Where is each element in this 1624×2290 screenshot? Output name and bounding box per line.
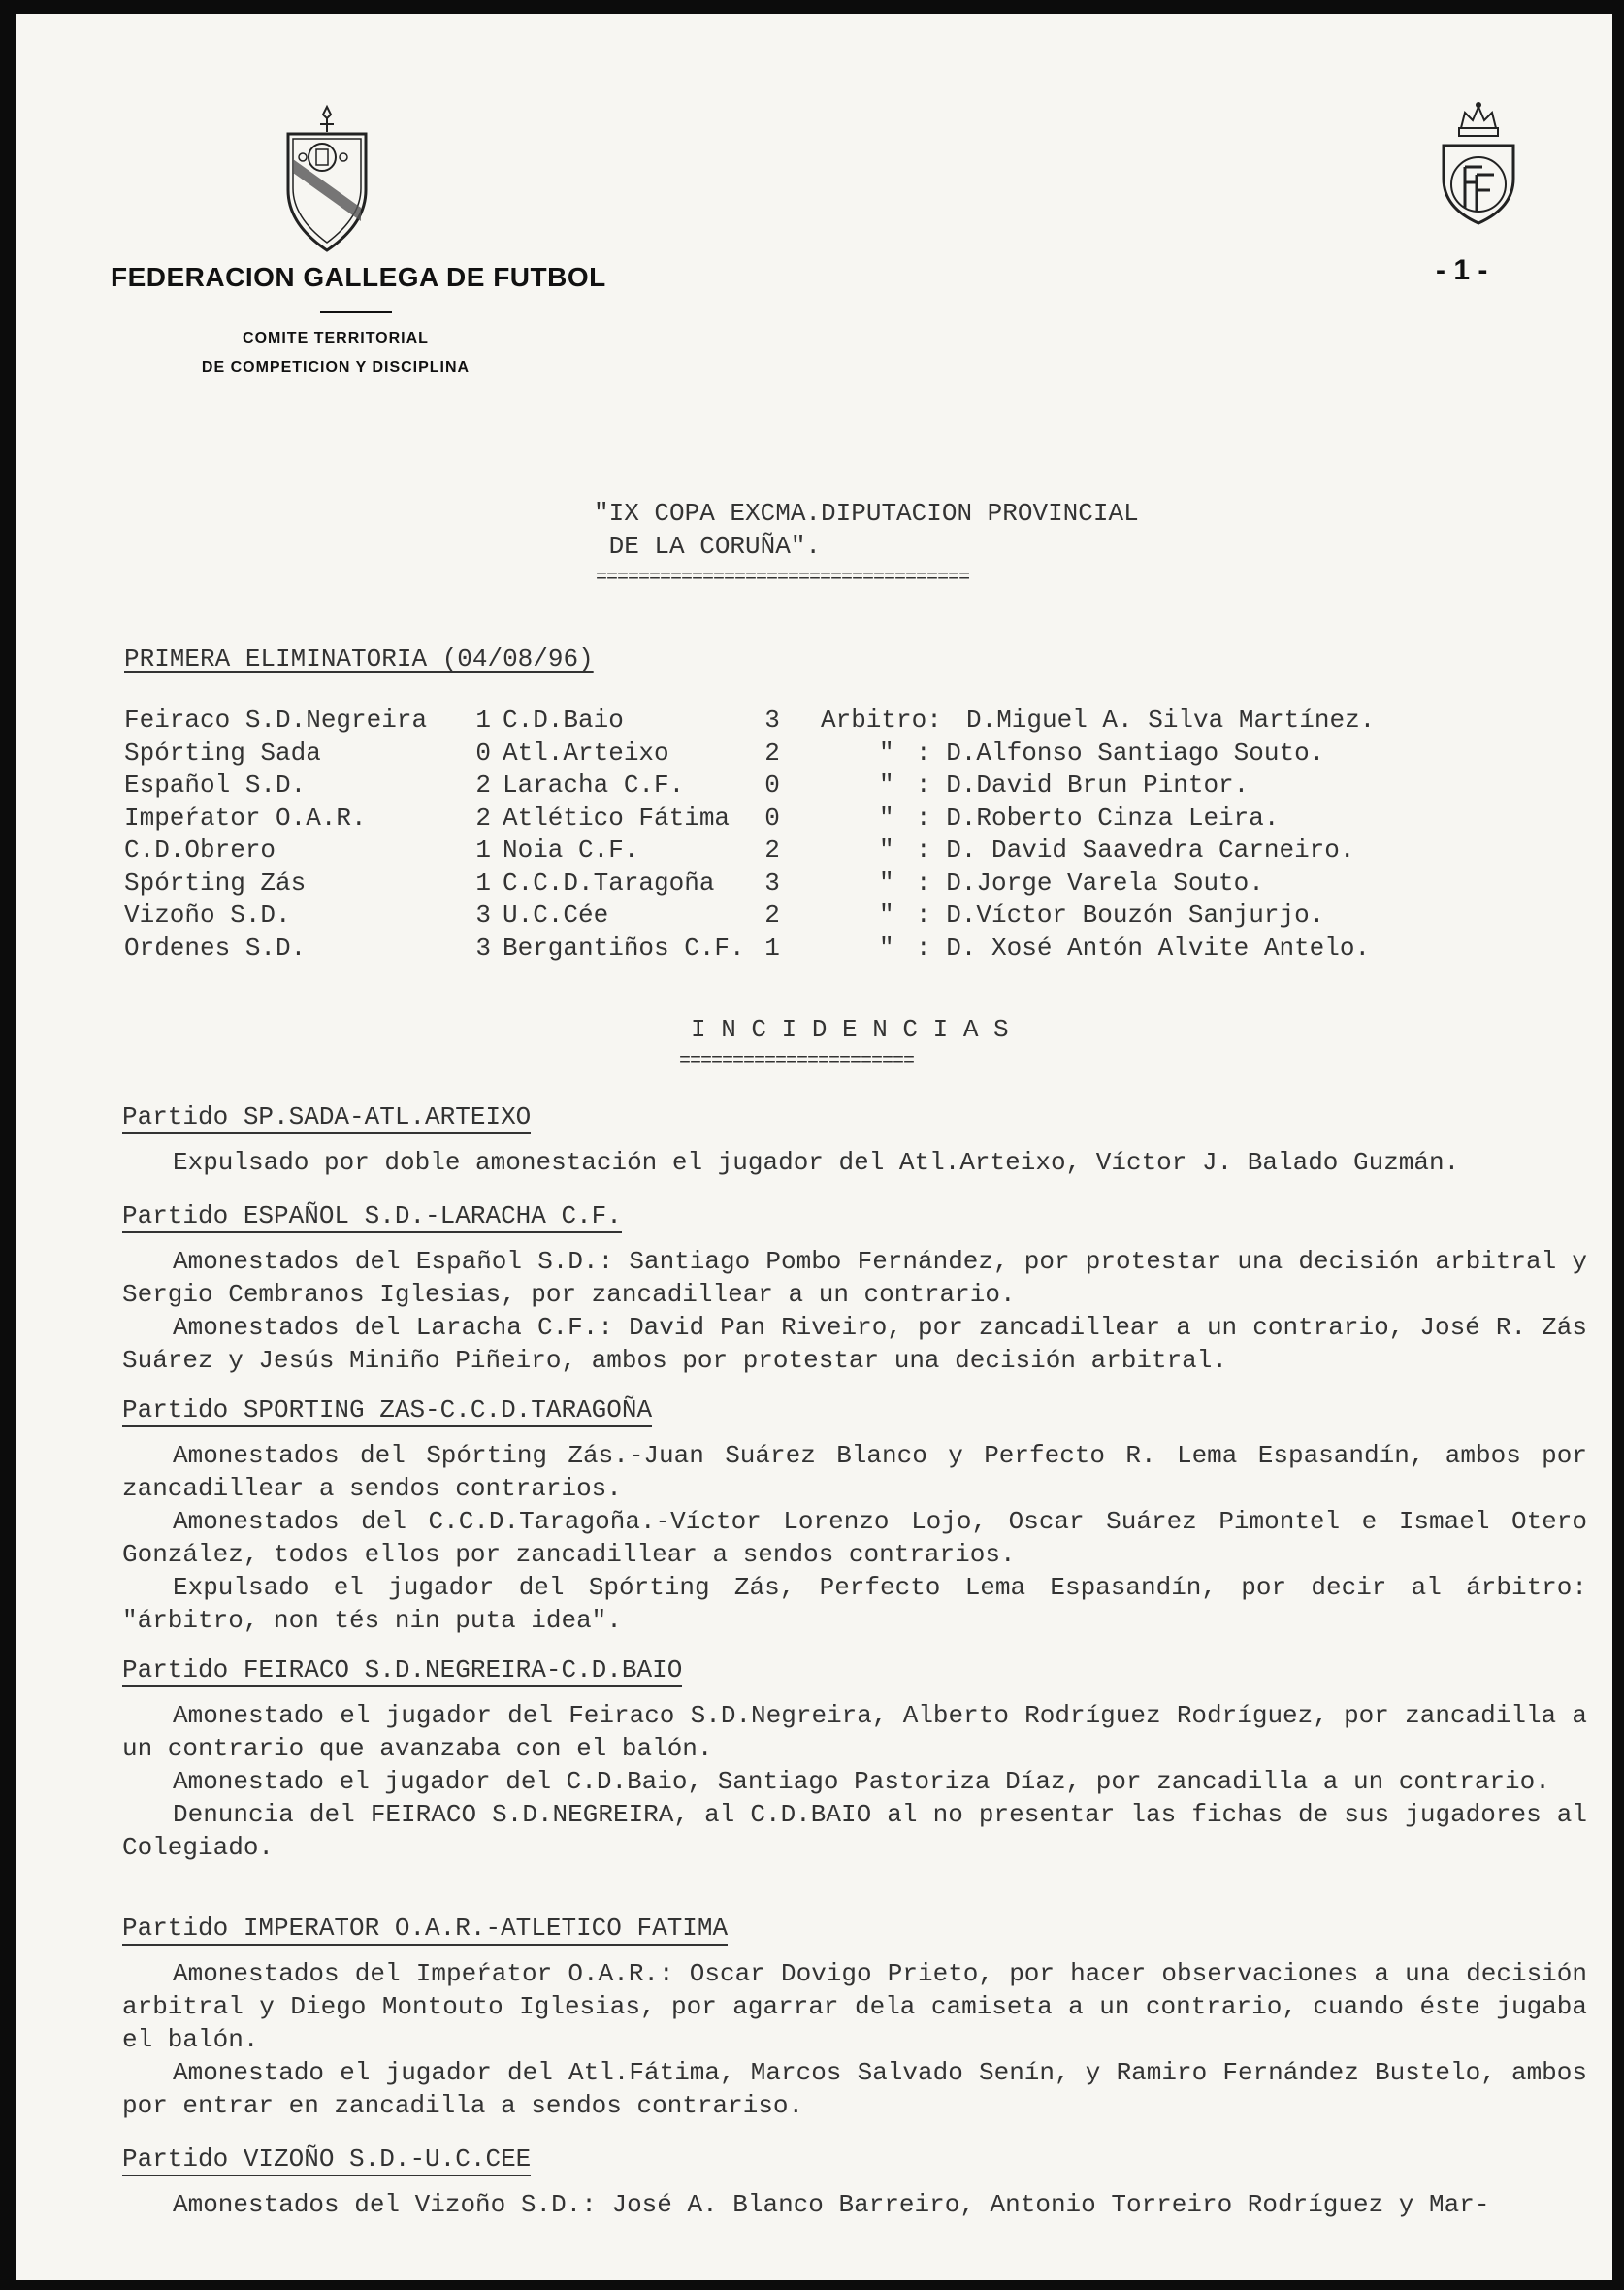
home-team: Vizoño S.D. — [124, 900, 291, 930]
incident-section — [122, 1201, 1587, 1377]
result-row — [124, 932, 1420, 965]
referee-name: : D.Alfonso Santiago Souto. — [916, 737, 1325, 768]
competition-title-rule: =================================== — [596, 567, 970, 589]
result-row — [124, 867, 1420, 900]
incident-paragraph: Amonestados del Spórting Zás.-Juan Suárez Blanco y Perfecto R. Lema Espasandín, ambos por zancadillear a sendos contrarios. — [122, 1441, 1587, 1503]
away-score: 3 — [764, 867, 780, 898]
away-score: 2 — [764, 900, 780, 930]
home-team: Feiraco S.D.Negreira — [124, 705, 428, 735]
home-score: 3 — [475, 900, 491, 930]
incident-section — [122, 2144, 1587, 2221]
home-team: Spórting Sada — [124, 737, 321, 768]
referee-name: : D. David Saavedra Carneiro. — [916, 835, 1355, 865]
ditto-mark: " — [879, 802, 894, 833]
header-divider — [320, 311, 392, 313]
ditto-mark: " — [879, 737, 894, 768]
gallega-shield-emblem-icon — [283, 103, 371, 254]
away-team: Atl.Arteixo — [503, 737, 669, 768]
referee-name: : D.Jorge Varela Souto. — [916, 867, 1264, 898]
incidents-heading-rule: ====================== — [679, 1050, 915, 1072]
home-team: Spórting Zás — [124, 867, 307, 898]
home-team: C.D.Obrero — [124, 835, 276, 865]
referee-name: : D.Roberto Cinza Leira. — [916, 802, 1280, 833]
referee-name: : D. Xosé Antón Alvite Antelo. — [916, 932, 1371, 963]
incidents-heading: I N C I D E N C I A S — [691, 1015, 1009, 1044]
incident-paragraph: Amonestados del C.C.D.Taragoña.-Víctor Lorenzo Lojo, Oscar Suárez Pimontel e Ismael Otero González, todos ellos por zancadillear a sendos contrarios. — [122, 1507, 1587, 1569]
ditto-mark: " — [879, 835, 894, 865]
away-score: 0 — [764, 770, 780, 800]
home-score: 3 — [475, 932, 491, 963]
home-score: 2 — [475, 770, 491, 800]
away-team: C.C.D.Taragoña — [503, 867, 715, 898]
home-team: Impeŕator O.A.R. — [124, 802, 367, 833]
result-row — [124, 704, 1420, 737]
ditto-mark: " — [879, 770, 894, 800]
referee-name: D.Miguel A. Silva Martínez. — [966, 705, 1376, 735]
away-team: C.D.Baio — [503, 705, 624, 735]
incident-section — [122, 1102, 1587, 1179]
rfef-crown-emblem-icon — [1438, 99, 1519, 227]
away-team: Bergantiños C.F. — [503, 932, 745, 963]
competition-title-line-2: DE LA CORUÑA". — [594, 532, 822, 561]
incident-section — [122, 1914, 1587, 2122]
incident-paragraph: Amonestado el jugador del C.D.Baio, Santiago Pastoriza Díaz, por zancadilla a un contrario. — [173, 1767, 1550, 1796]
incident-paragraph: Amonestado el jugador del Feiraco S.D.Negreira, Alberto Rodríguez Rodríguez, por zancadilla a un contrario que avanzaba con el balón. — [122, 1701, 1587, 1763]
section-title: Partido SPORTING ZAS-C.C.D.TARAGOÑA — [122, 1395, 652, 1427]
competition-title-line-1: "IX COPA EXCMA.DIPUTACION PROVINCIAL — [594, 499, 1139, 528]
away-score: 1 — [764, 932, 780, 963]
page-number: - 1 - — [1436, 254, 1488, 286]
referee-label: Arbitro: — [821, 705, 942, 735]
federation-name: FEDERACION GALLEGA DE FUTBOL — [111, 262, 606, 292]
away-score: 2 — [764, 737, 780, 768]
incident-section — [122, 1655, 1587, 1864]
incident-paragraph: Amonestados del Español S.D.: Santiago Pombo Fernández, por protestar una decisión arbitral y Sergio Cembranos Iglesias, por zancadillear a un contrario. — [122, 1247, 1587, 1309]
away-score: 0 — [764, 802, 780, 833]
incident-paragraph: Denuncia del FEIRACO S.D.NEGREIRA, al C.D.BAIO al no presentar las fichas de sus jugadores al Colegiado. — [122, 1800, 1587, 1862]
home-score: 1 — [475, 705, 491, 735]
result-row — [124, 900, 1420, 932]
section-title: Partido IMPERATOR O.A.R.-ATLETICO FATIMA — [122, 1914, 728, 1946]
incident-paragraph: Amonestados del Vizoño S.D.: José A. Blanco Barreiro, Antonio Torreiro Rodríguez y Mar- — [173, 2190, 1490, 2219]
incident-paragraph: Expulsado por doble amonestación el jugador del Atl.Arteixo, Víctor J. Balado Guzmán. — [173, 1148, 1460, 1177]
results-table — [124, 704, 1420, 965]
away-team: Laracha C.F. — [503, 770, 685, 800]
ditto-mark: " — [879, 932, 894, 963]
result-row — [124, 737, 1420, 770]
home-score: 0 — [475, 737, 491, 768]
home-team: Ordenes S.D. — [124, 932, 307, 963]
document-page — [16, 14, 1612, 2280]
result-row — [124, 769, 1420, 802]
section-title: Partido SP.SADA-ATL.ARTEIXO — [122, 1102, 531, 1134]
ditto-mark: " — [879, 867, 894, 898]
referee-name: : D.Víctor Bouzón Sanjurjo. — [916, 900, 1325, 930]
result-row — [124, 834, 1420, 867]
committee-line-2: DE COMPETICION Y DISCIPLINA — [201, 359, 471, 376]
round-heading: PRIMERA ELIMINATORIA (04/08/96) — [124, 644, 594, 673]
away-team: Atlético Fátima — [503, 802, 731, 833]
section-title: Partido FEIRACO S.D.NEGREIRA-C.D.BAIO — [122, 1655, 682, 1687]
incident-paragraph: Amonestados del Laracha C.F.: David Pan Riveiro, por zancadillear a un contrario, José R. Zás Suárez y Jesús Miniño Piñeiro, ambos por protestar una decisión arbitral. — [122, 1313, 1587, 1375]
incident-paragraph: Amonestado el jugador del Atl.Fátima, Marcos Salvado Senín, y Ramiro Fernández Bustelo, ambos por entrar en zancadilla a sendos contrariso. — [122, 2058, 1587, 2120]
section-title: Partido VIZOÑO S.D.-U.C.CEE — [122, 2144, 531, 2176]
home-score: 2 — [475, 802, 491, 833]
home-score: 1 — [475, 835, 491, 865]
incident-paragraph: Expulsado el jugador del Spórting Zás, Perfecto Lema Espasandín, por decir al árbitro: "árbitro, non tés nin puta idea". — [122, 1573, 1587, 1635]
home-team: Español S.D. — [124, 770, 307, 800]
incident-paragraph: Amonestados del Impeŕator O.A.R.: Oscar Dovigo Prieto, por hacer observaciones a una decisión arbitral y Diego Montouto Iglesias, por agarrar dela camiseta a un contrario, cuando éste jugaba el balón. — [122, 1959, 1587, 2054]
result-row — [124, 802, 1420, 835]
section-title: Partido ESPAÑOL S.D.-LARACHA C.F. — [122, 1201, 622, 1233]
committee-line-1: COMITE TERRITORIAL — [243, 330, 429, 346]
incident-section — [122, 1395, 1587, 1637]
away-score: 3 — [764, 705, 780, 735]
away-team: Noia C.F. — [503, 835, 639, 865]
referee-name: : D.David Brun Pintor. — [916, 770, 1250, 800]
ditto-mark: " — [879, 900, 894, 930]
home-score: 1 — [475, 867, 491, 898]
away-team: U.C.Cée — [503, 900, 609, 930]
away-score: 2 — [764, 835, 780, 865]
